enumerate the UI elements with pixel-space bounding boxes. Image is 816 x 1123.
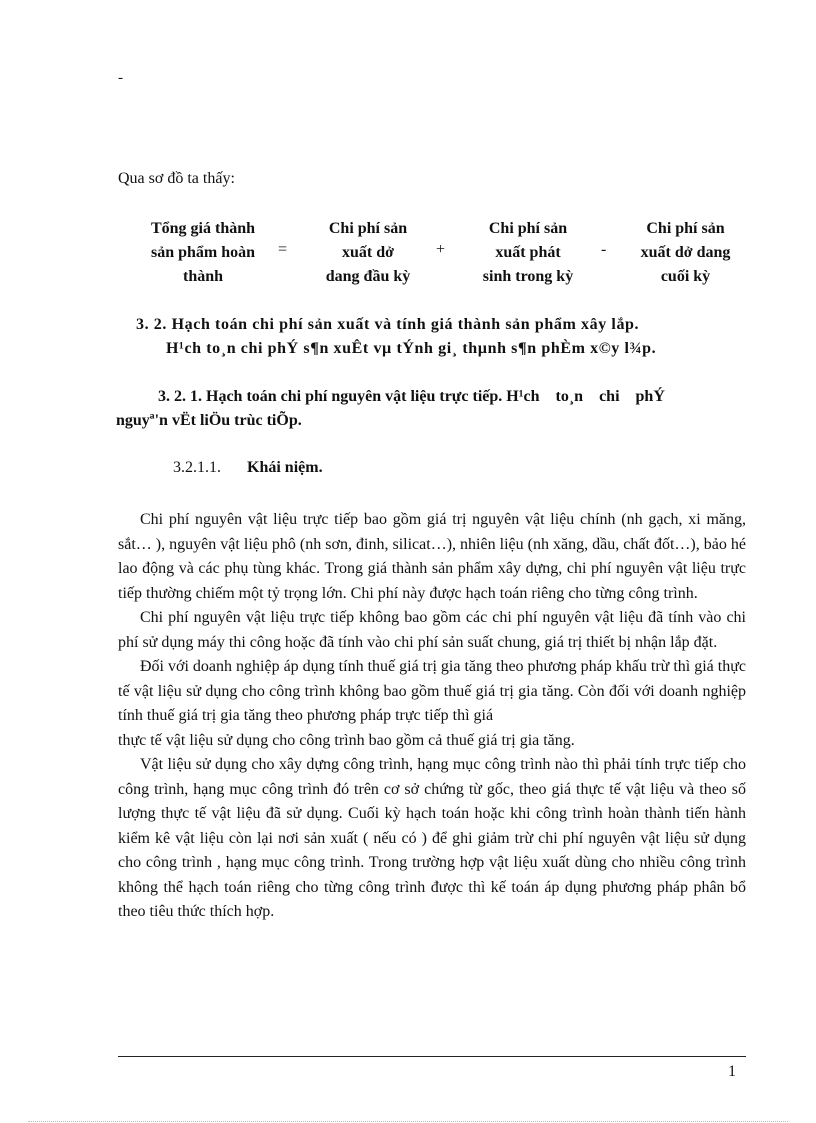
formula-text: sinh trong kỳ <box>482 268 574 285</box>
formula-text: Tổng giá thành <box>150 220 256 237</box>
page-number: 1 <box>728 1063 736 1080</box>
formula-text: sản phẩm hoàn <box>150 244 256 261</box>
formula-text: xuất dở <box>342 244 394 261</box>
body-text <box>118 508 746 925</box>
formula-opening-wip <box>308 217 428 289</box>
heading-line: 3. 2. 1. Hạch toán chi phí nguyên vật liệu trực tiếp. H¹ch to¸n chi phÝ <box>158 388 665 405</box>
formula-text: dang đầu kỳ <box>325 268 411 285</box>
page-bottom-border <box>28 1121 788 1122</box>
equals-sign: = <box>278 241 288 258</box>
cost-formula <box>118 217 758 292</box>
formula-text: Chi phí sản <box>328 220 408 237</box>
heading-number: 3.2.1.1. <box>173 459 221 476</box>
heading-section-3-2-1 <box>116 385 748 433</box>
formula-text: thành <box>182 268 224 285</box>
formula-text: xuất phát <box>495 244 561 261</box>
formula-total-cost <box>118 217 288 289</box>
formula-text: Chi phí sản <box>646 220 725 237</box>
paragraph: Đối với doanh nghiệp áp dụng tính thuế giá trị gia tăng theo phương pháp khấu trừ thì giá thực tế vật liệu sử dụng cho công trình không bao gồm thuế giá trị gia tăng. Còn đối với doanh nghiệp tính thuế giá trị gia tăng theo phương pháp trực tiếp thì giá <box>118 658 746 724</box>
formula-text: xuất dở dang <box>640 244 731 261</box>
minus-sign: - <box>601 241 607 258</box>
heading-line-garbled: nguyª'n vËt liÖu trùc tiÕp. <box>116 412 302 429</box>
formula-closing-wip <box>618 217 753 289</box>
paragraph: thực tế vật liệu sử dụng cho công trình bao gồm cả thuế giá trị gia tăng. <box>118 731 575 749</box>
heading-line: 3. 2. Hạch toán chi phí sản xuất và tính giá thành sản phẩm xây lắp. <box>136 316 640 333</box>
intro-text: Qua sơ đồ ta thấy: <box>118 170 235 187</box>
footer-rule <box>118 1056 746 1057</box>
heading-line-garbled: H¹ch to¸n chi phÝ s¶n xuÊt vµ tÝnh gi¸ thµnh s¶n phÈm x©y l¾p. <box>166 340 657 357</box>
heading-title: Khái niệm. <box>247 459 323 476</box>
paragraph: Chi phí nguyên vật liệu trực tiếp không bao gồm các chi phí nguyên vật liệu đã tính vào chi phí sử dụng máy thi công hoặc đã tính vào chi phí sản suất chung, giá trị thiết bị nhận lắp đặt. <box>118 609 746 651</box>
formula-text: cuối kỳ <box>660 268 711 285</box>
top-mark: - <box>118 70 123 86</box>
paragraph: Vật liệu sử dụng cho xây dựng công trình, hạng mục công trình nào thì phải tính trực tiếp cho công trình, hạng mục công trình đó trên cơ sở chứng từ gốc, theo giá thực tế vật liệu và theo số lượng thực tế vật liệu đã sử dụng. Cuối kỳ hạch toán hoặc khi công trình hoàn thành tiến hành kiểm kê vật liệu còn lại nơi sản xuất ( nếu có ) để ghi giảm trừ chi phí nguyên vật liệu sử dụng cho công trình , hạng mục công trình. Trong trường hợp vật liệu xuất dùng cho nhiều công trình không thể hạch toán riêng cho từng công trình được thì kế toán áp dụng phương pháp phân bổ theo tiêu thức thích hợp. <box>118 756 746 920</box>
formula-period-cost <box>468 217 588 289</box>
heading-section-3-2-1-1 <box>173 459 323 477</box>
heading-section-3-2 <box>136 313 746 361</box>
paragraph: Chi phí nguyên vật liệu trực tiếp bao gồm giá trị nguyên vật liệu chính (nh gạch, xi măng, sắt… ), nguyên vật liệu phô (nh sơn, đinh, silicat…), nhiên liệu (nh xăng, dầu, chất đốt…), bảo hé lao động và các phụ tùng khác. Trong giá thành sản phẩm xây dựng, chi phí nguyên vật liệu trực tiếp thường chiếm một tỷ trọng lớn. Chi phí này được hạch toán riêng cho từng công trình. <box>118 511 746 602</box>
plus-sign: + <box>436 241 446 258</box>
formula-text: Chi phí sản <box>488 220 568 237</box>
